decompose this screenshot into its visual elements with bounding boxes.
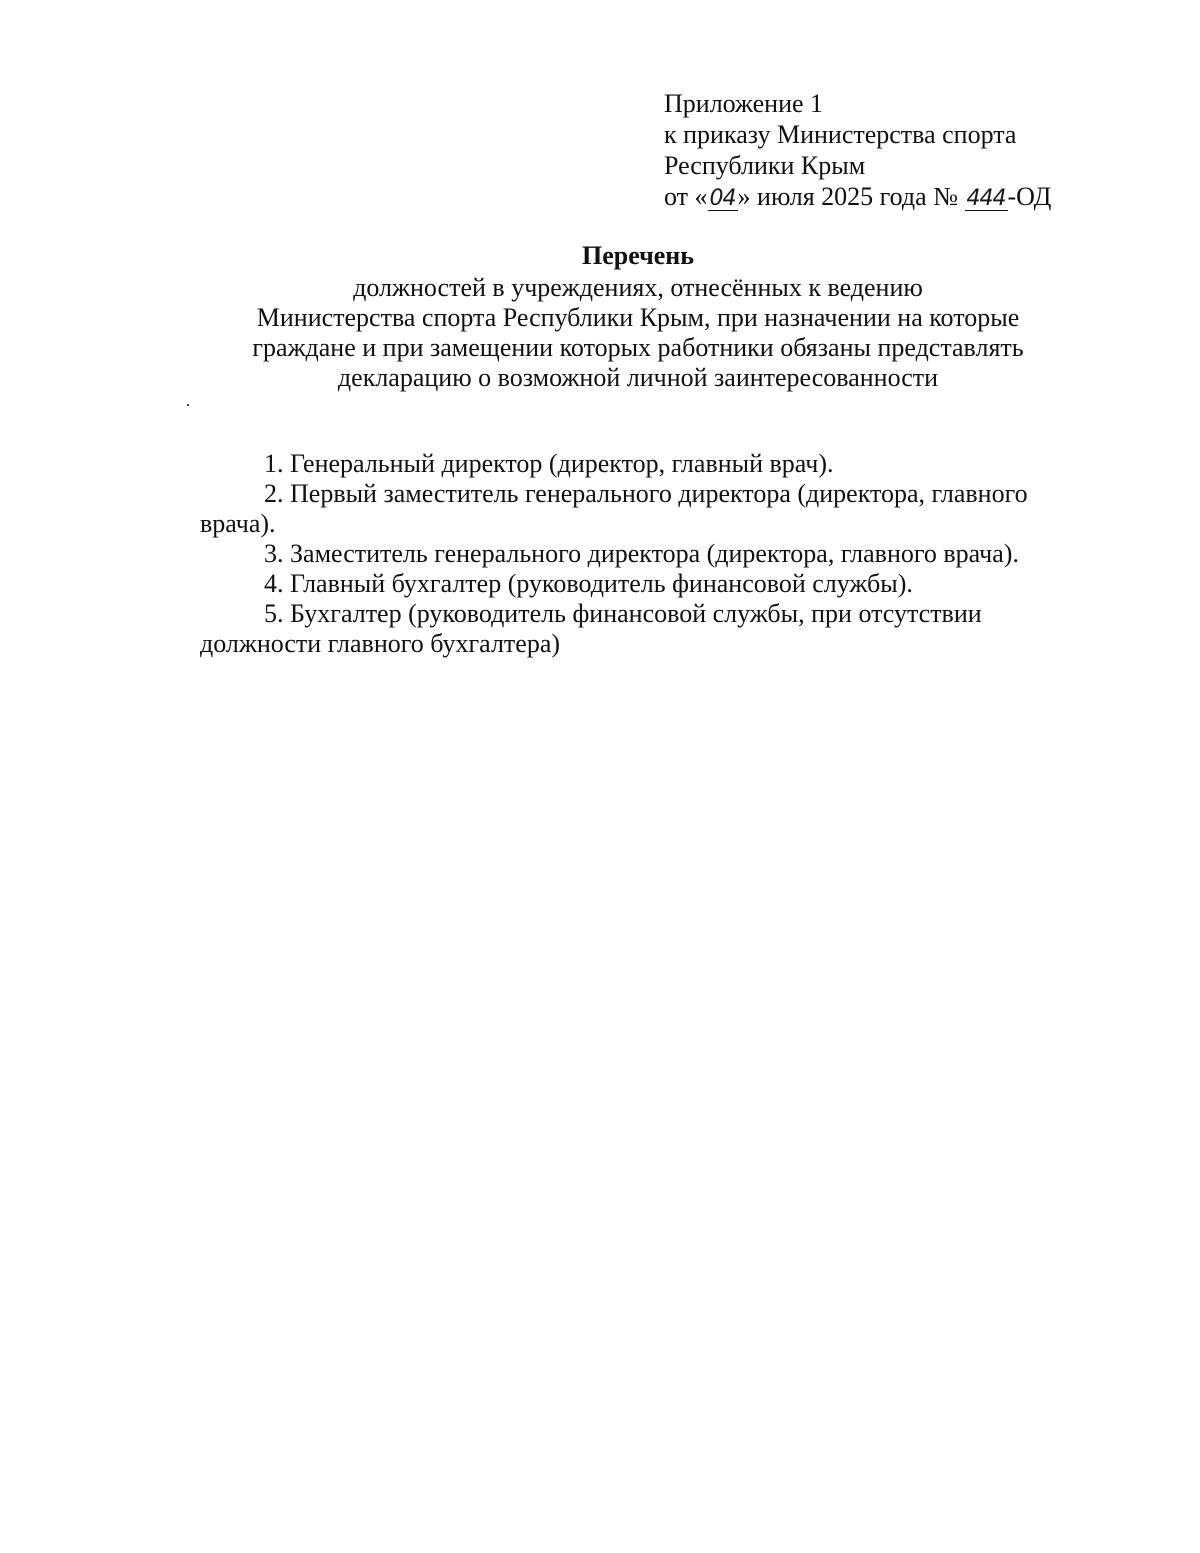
handwritten-order-number: 444 — [966, 186, 1006, 211]
date-middle: » июля 2025 года № — [737, 182, 965, 211]
appendix-header — [664, 88, 1051, 212]
subtitle-line-4: декларацию о возможной личной заинтересованности — [337, 363, 939, 392]
appendix-date-line — [664, 181, 1051, 212]
document-heading — [200, 241, 1076, 393]
scan-speck — [187, 404, 189, 406]
document-subtitle — [200, 273, 1076, 393]
positions-list — [200, 449, 1060, 659]
subtitle-line-1: должностей в учреждениях, отнесённых к ведению — [353, 273, 923, 302]
appendix-line-1: Приложение 1 — [664, 89, 824, 118]
order-suffix: -ОД — [1007, 182, 1052, 211]
appendix-line-3: Республики Крым — [664, 151, 866, 180]
subtitle-line-3: граждане и при замещении которых работники обязаны представлять — [252, 333, 1024, 362]
list-item: 2. Первый заместитель генерального директора (директора, главного врача). — [200, 479, 1028, 538]
list-item: 3. Заместитель генерального директора (директора, главного врача). — [264, 539, 1019, 568]
date-prefix: от « — [664, 182, 708, 211]
handwritten-day: 04 — [709, 186, 736, 211]
appendix-line-2: к приказу Министерства спорта — [664, 120, 1017, 149]
subtitle-line-2: Министерства спорта Республики Крым, при назначении на которые — [256, 303, 1020, 332]
list-item: 1. Генеральный директор (директор, главный врач). — [264, 449, 834, 478]
list-item: 5. Бухгалтер (руководитель финансовой службы, при отсутствии должности главного бухгалтера) — [200, 599, 982, 658]
document-title: Перечень — [581, 241, 695, 270]
list-item: 4. Главный бухгалтер (руководитель финансовой службы). — [264, 569, 913, 598]
